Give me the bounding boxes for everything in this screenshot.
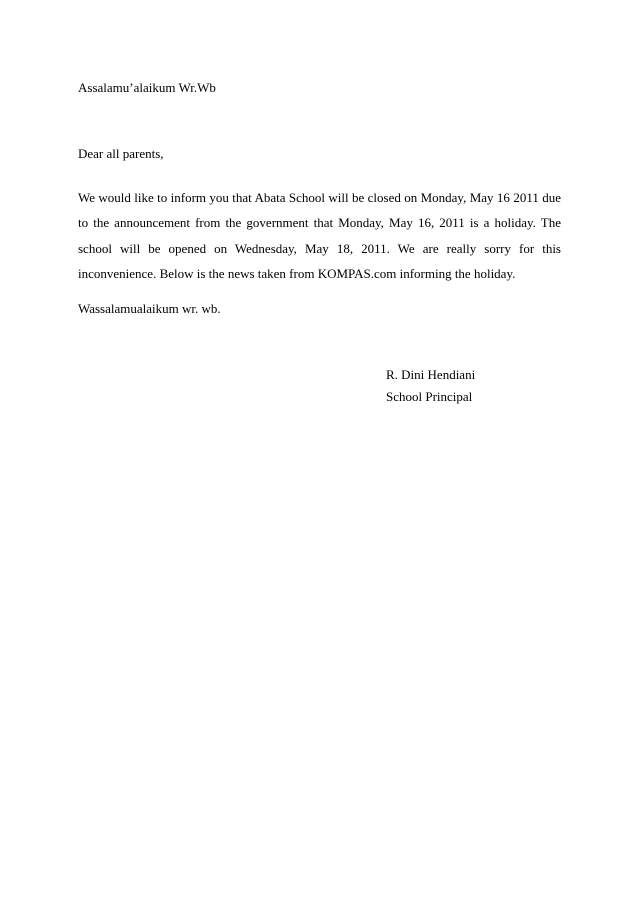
- salutation: Dear all parents,: [78, 146, 164, 161]
- signatory-title: School Principal: [386, 389, 473, 404]
- body-paragraph: We would like to inform you that Abata School will be closed on Monday, May 16 2011 due to the announcement from the government that Monday, May 16, 2011 is a holiday. The school will be opened on Wednesday, May 18, 2011. We are really sorry for this inconvenience. Below is the news taken from KOMPAS.com informing the holiday.: [78, 190, 561, 281]
- signatory-name: R. Dini Hendiani: [386, 367, 476, 382]
- closing-greeting: Wassalamualaikum wr. wb.: [78, 301, 221, 316]
- opening-greeting: Assalamu’alaikum Wr.Wb: [78, 80, 216, 95]
